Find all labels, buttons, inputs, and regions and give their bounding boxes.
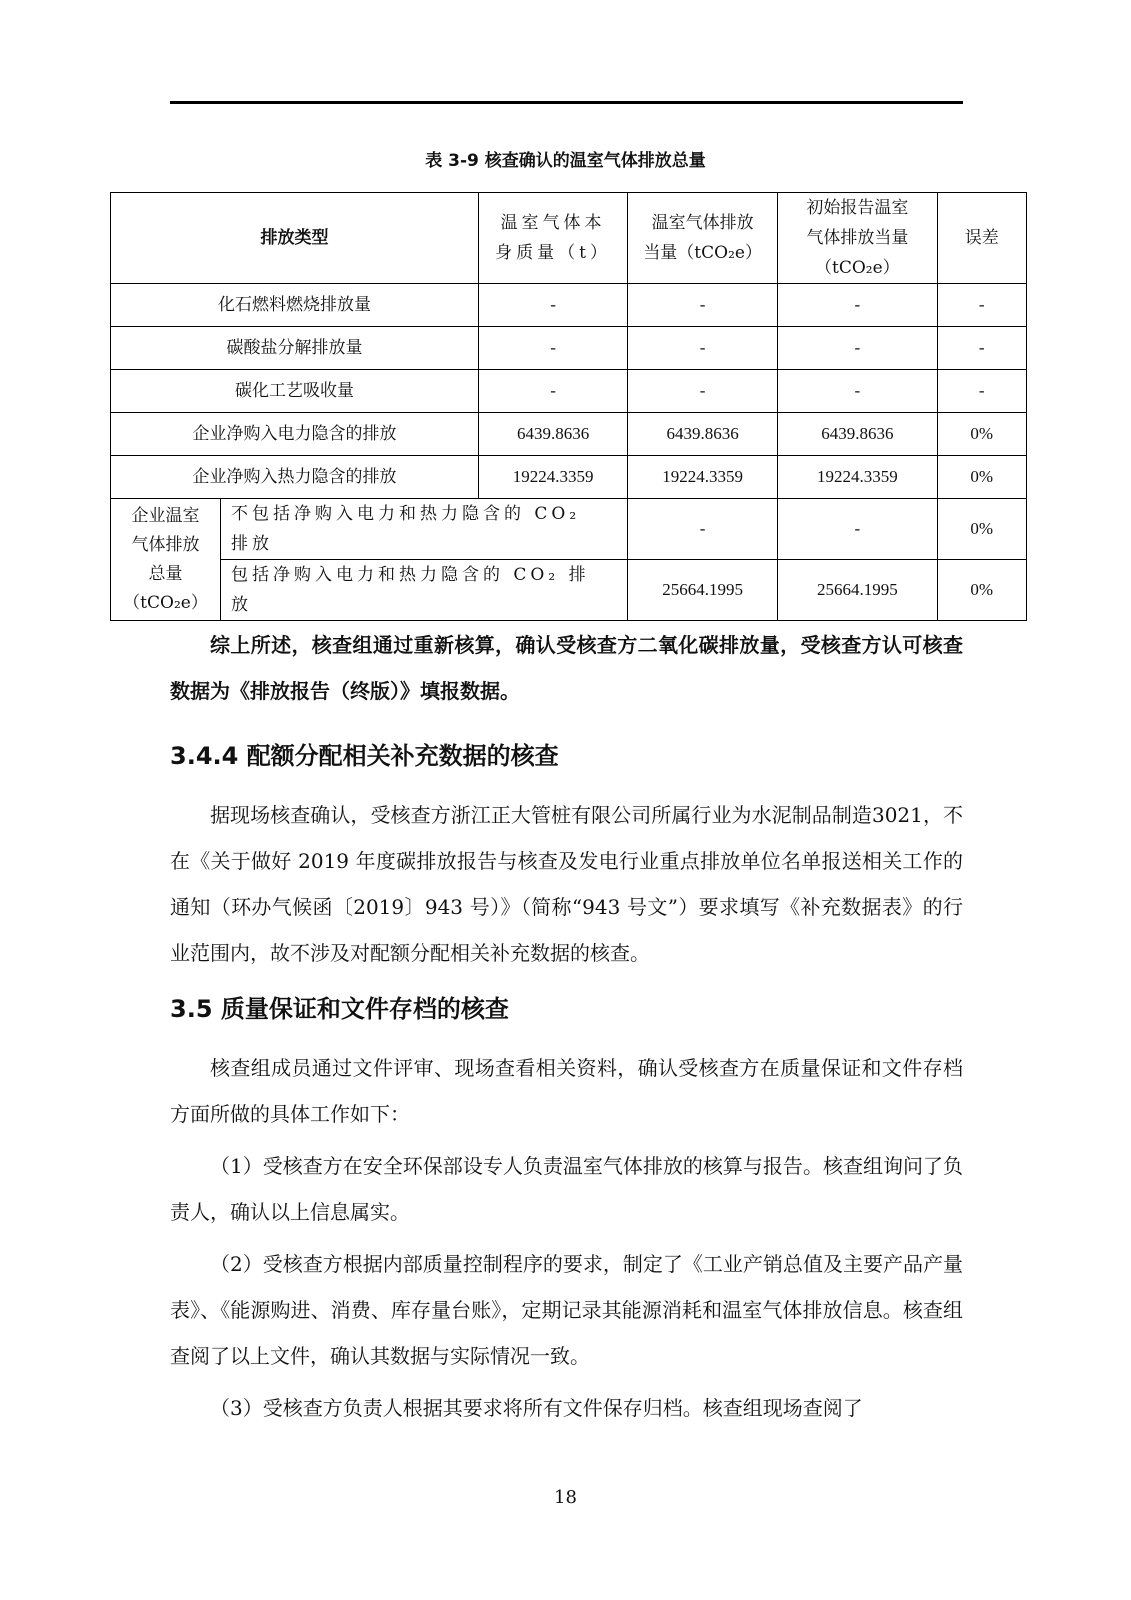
header-error: 误差 <box>937 193 1026 284</box>
table-caption: 表 3-9 核查确认的温室气体排放总量 <box>425 151 706 171</box>
section-3-5-item-1: （1）受核查方在安全环保部设专人负责温室气体排放的核算与报告。核查组询问了负责人，确认以上信息属实。 <box>170 1154 963 1224</box>
table-row: 化石燃料燃烧排放量 - - - - <box>111 284 1027 327</box>
total-row-excluding: 企业温室 气体排放 总量 （tCO₂e） 不包括净购入电力和热力隐含的 CO₂ 排放 - - 0% <box>111 499 1027 560</box>
header-mass: 温室气体本 身质量（t） <box>479 193 628 284</box>
section-3-5-item-3: （3）受核查方负责人根据其要求将所有文件保存归档。核查组现场查阅了 <box>210 1396 863 1420</box>
total-label: 企业温室 气体排放 总量 （tCO₂e） <box>111 499 221 621</box>
header-type: 排放类型 <box>111 193 479 284</box>
total-excluding-label: 不包括净购入电力和热力隐含的 CO₂ 排放 <box>221 499 628 560</box>
section-3-5-intro: 核查组成员通过文件评审、现场查看相关资料，确认受核查方在质量保证和文件存档方面所做的具体工作如下： <box>170 1056 964 1126</box>
section-3-5-item-2: （2）受核查方根据内部质量控制程序的要求，制定了《工业产销总值及主要产品产量表》、《能源购进、消费、库存量台账》，定期记录其能源消耗和温室气体排放信息。核查组查阅了以上文件，确认其数据与实际情况一致。 <box>170 1252 963 1368</box>
emissions-table <box>110 192 1027 621</box>
summary-paragraph: 综上所述，核查组通过重新核算，确认受核查方二氧化碳排放量，受核查方认可核查数据为《排放报告（终版）》填报数据。 <box>170 633 964 703</box>
header-rule <box>170 101 963 104</box>
table-row: 企业净购入电力隐含的排放 6439.8636 6439.8636 6439.8636 0% <box>111 413 1027 456</box>
header-equiv: 温室气体排放 当量（tCO₂e） <box>628 193 778 284</box>
table-row: 碳化工艺吸收量 - - - - <box>111 370 1027 413</box>
page-number: 18 <box>554 1487 577 1508</box>
table-header-row <box>111 193 1027 284</box>
section-heading-3-5: 3.5 质量保证和文件存档的核查 <box>170 995 509 1023</box>
table-row: 碳酸盐分解排放量 - - - - <box>111 327 1027 370</box>
section-heading-3-4-4: 3.4.4 配额分配相关补充数据的核查 <box>170 742 559 770</box>
total-row-including: 包括净购入电力和热力隐含的 CO₂ 排 放 25664.1995 25664.1995 0% <box>111 560 1027 621</box>
total-including-label: 包括净购入电力和热力隐含的 CO₂ 排 放 <box>221 560 628 621</box>
table-row: 企业净购入热力隐含的排放 19224.3359 19224.3359 19224.3359 0% <box>111 456 1027 499</box>
header-initial: 初始报告温室 气体排放当量 （tCO₂e） <box>778 193 937 284</box>
section-3-4-4-paragraph: 据现场核查确认，受核查方浙江正大管桩有限公司所属行业为水泥制品制造3021，不在《关于做好 2019 年度碳排放报告与核查及发电行业重点排放单位名单报送相关工作的通知（环办气候函〔2019〕943 号）》（简称“943 号文”）要求填写《补充数据表》的行业范围内，故不涉及对配额分配相关补充数据的核查。 <box>170 803 964 965</box>
